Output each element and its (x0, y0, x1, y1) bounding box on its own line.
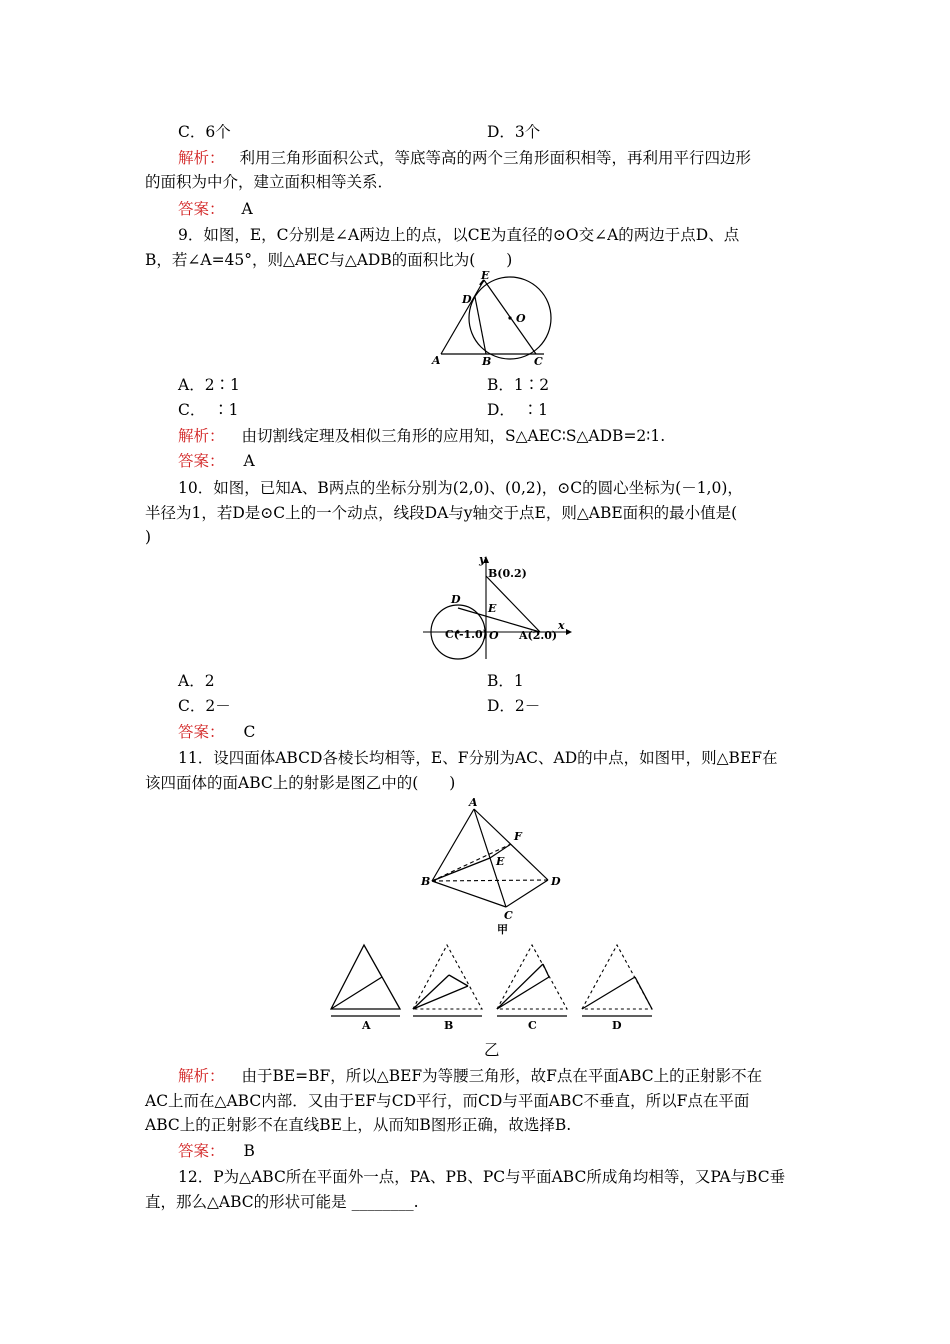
caption-jia: 甲 (497, 923, 508, 936)
q10-option-b: B．1 (487, 672, 524, 690)
q9-option-c: C． ∶1 (178, 401, 239, 419)
analysis-text: 由切割线定理及相似三角形的应用知，S△AEC∶S△ADB=2∶1. (241, 427, 666, 445)
label-b: B (482, 355, 492, 368)
q9-analysis (178, 425, 665, 447)
analysis-label: 解析： (178, 149, 225, 167)
analysis-text: 利用三角形面积公式，等底等高的两个三角形面积相等，再利用平行四边形 (239, 149, 751, 167)
label-y: y (479, 553, 486, 566)
x-axis-arrow (566, 629, 572, 635)
answer-value: A (241, 200, 253, 218)
label-d: D (551, 875, 561, 888)
q8-option-c: C．6个 (178, 123, 231, 141)
label-b: B (421, 875, 431, 888)
q11-analysis-cont: AC上而在△ABC内部．又由于EF与CD平行，而CD与平面ABC不垂直，所以F点在平面 (145, 1092, 750, 1110)
option-d-shape (582, 945, 652, 1030)
q10-stem-cont: 半径为1，若D是⊙C上的一个动点，线段DA与y轴交于点E，则△ABE面积的最小值是( (145, 504, 738, 522)
q10-option-a: A．2 (178, 672, 215, 690)
q10-figure (418, 553, 573, 663)
label-f: F (514, 830, 522, 843)
q9-stem: 9．如图，E，C分别是∠A两边上的点，以CE为直径的⊙O交∠A的两边于点D、点 (178, 226, 740, 244)
q10-answer (178, 721, 255, 743)
label-option-a: A (362, 1019, 371, 1030)
line-db (475, 297, 486, 354)
label-option-b: B (444, 1019, 454, 1030)
q8-option-d: D．3个 (487, 123, 541, 141)
q11-analysis (178, 1065, 762, 1087)
label-a: A(2.0) (519, 629, 558, 642)
analysis-text: 由于BE=BF，所以△BEF为等腰三角形，故F点在平面ABC上的正射影不在 (241, 1067, 763, 1085)
option-a-shape (331, 945, 400, 1030)
q11-stem-cont: 该四面体的面ABC上的射影是图乙中的( ) (145, 774, 456, 792)
point-o (508, 316, 511, 319)
q10-option-c: C．2－ (178, 697, 231, 715)
label-b: B(0.2) (488, 567, 527, 580)
answer-label: 答案： (178, 1142, 225, 1160)
analysis-label: 解析： (178, 1067, 225, 1085)
q9-option-b: B．1∶2 (487, 376, 550, 394)
q10-stem-cont2: ) (145, 528, 152, 546)
label-c: C(-1.0) (445, 628, 488, 641)
q9-option-d: D． ∶1 (487, 401, 549, 419)
analysis-label: 解析： (178, 427, 225, 445)
label-d: D (462, 293, 472, 306)
label-option-d: D (612, 1019, 622, 1030)
q11-figure-jia (418, 795, 568, 937)
q9-option-a: A．2∶1 (178, 376, 240, 394)
edge-bd-hidden (432, 880, 548, 881)
segment-be (432, 858, 490, 881)
q9-answer (178, 450, 255, 472)
label-o: O (516, 312, 526, 325)
answer-value: A (243, 452, 255, 470)
q11-stem: 11．设四面体ABCD各棱长均相等，E、F分别为AC、AD的中点，如图甲，则△BEF在 (178, 749, 778, 767)
label-d: D (451, 593, 461, 606)
label-a: A (432, 354, 441, 367)
label-a: A (469, 796, 478, 809)
option-c-shape (497, 945, 567, 1030)
answer-value: C (243, 723, 256, 741)
q8-analysis (178, 147, 751, 169)
q12-stem-cont: 直，那么△ABC的形状可能是 ________. (145, 1193, 419, 1211)
answer-label: 答案： (178, 200, 225, 218)
label-option-c: C (528, 1019, 537, 1030)
q11-caption-yi: 乙 (484, 1041, 500, 1059)
q11-answer (178, 1140, 255, 1162)
q9-stem-cont: B，若∠A=45°，则△AEC与△ADB的面积比为( ) (145, 251, 513, 269)
q11-figure-yi (325, 940, 660, 1030)
edge-bc (432, 881, 506, 907)
option-b-shape (413, 945, 482, 1030)
label-x: x (558, 619, 565, 632)
q10-stem: 10．如图，已知A、B两点的坐标分别为(2,0)、(0,2)，⊙C的圆心坐标为(－1,0)， (178, 479, 743, 497)
label-e: E (496, 855, 505, 868)
q9-figure (428, 270, 558, 370)
q8-answer (178, 198, 253, 220)
q8-analysis-cont: 的面积为中介，建立面积相等关系． (145, 173, 394, 191)
q10-option-d: D．2－ (487, 697, 541, 715)
answer-label: 答案： (178, 452, 225, 470)
answer-label: 答案： (178, 723, 225, 741)
label-e: E (481, 270, 490, 282)
label-c: C (534, 355, 543, 368)
q11-analysis-cont2: ABC上的正射影不在直线BE上，从而知B图形正确，故选择B. (145, 1116, 572, 1134)
q12-stem: 12．P为△ABC所在平面外一点，PA、PB、PC与平面ABC所成角均相等，又PA与BC垂 (178, 1168, 786, 1186)
edge-ab (432, 809, 474, 881)
label-c: C (504, 909, 513, 922)
label-e: E (488, 602, 497, 615)
label-o: O (489, 629, 499, 642)
edge-cd (506, 880, 548, 907)
answer-value: B (243, 1142, 255, 1160)
